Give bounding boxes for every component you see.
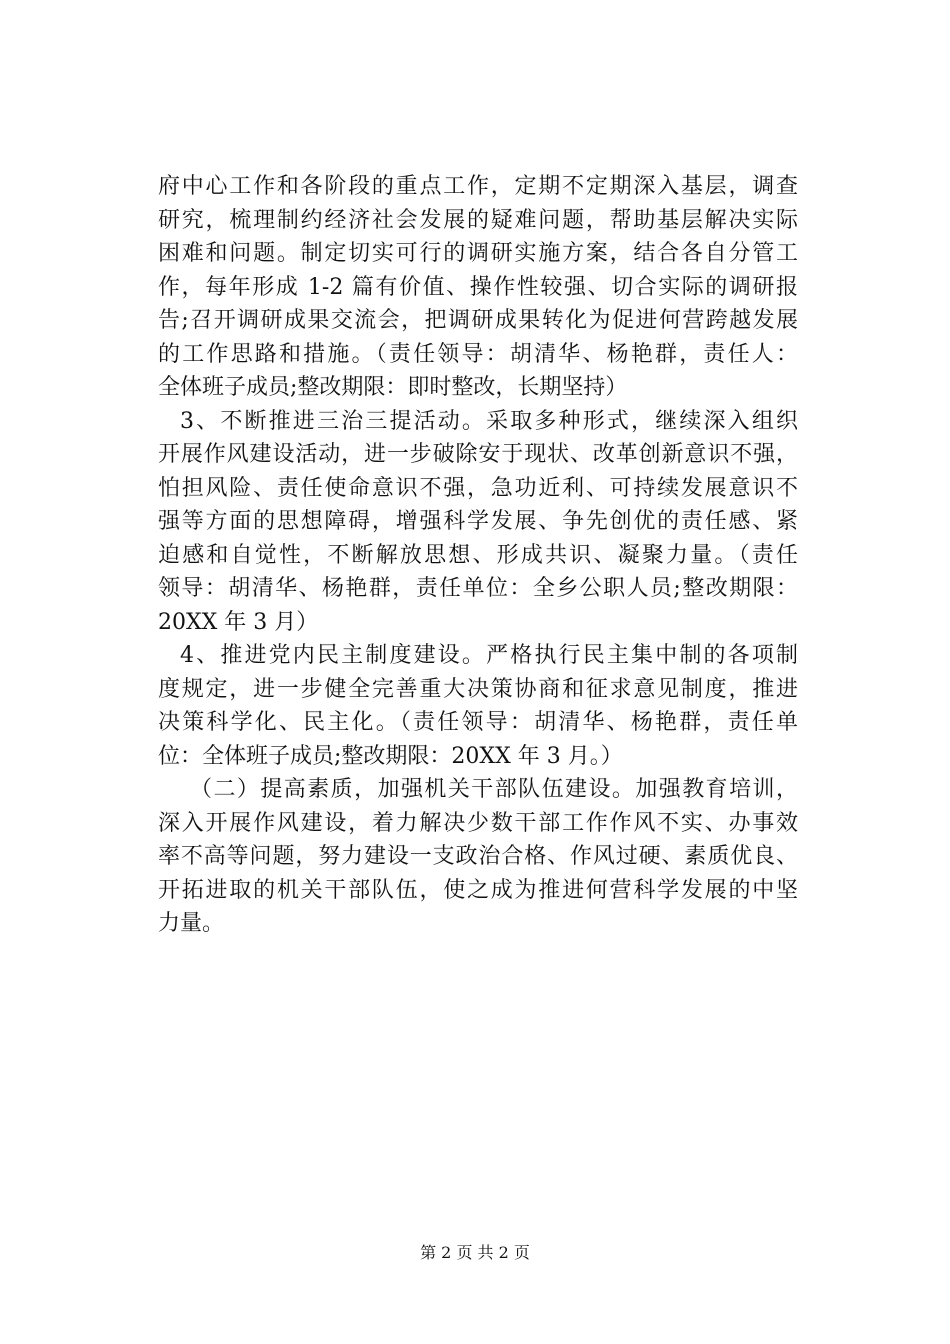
text-line: 20XX 年 3 月） [158, 609, 319, 635]
text-line: 全体班子成员;整改期限：即时整改，长期坚持） [158, 375, 628, 400]
text-line: 怕担风险、责任使命意识不强，急功近利、可持续发展意识不 [158, 475, 798, 501]
text-line: 力量。 [158, 911, 225, 936]
text-line: 率不高等问题，努力建设一支政治合格、作风过硬、素质优良、 [158, 844, 798, 869]
text-line: 开展作风建设活动，进一步破除安于现状、改革创新意识不强， [158, 442, 798, 467]
text-line: （二）提高素质，加强机关干部队伍建设。加强教育培训， [190, 777, 798, 802]
text-line: 困难和问题。制定切实可行的调研实施方案，结合各自分管工 [158, 241, 798, 266]
text-line: 3、不断推进三治三提活动。采取多种形式，继续深入组织 [180, 408, 798, 434]
text-line: 作，每年形成 1-2 篇有价值、操作性较强、切合实际的调研报 [158, 274, 798, 300]
text-line: 告;召开调研成果交流会，把调研成果转化为促进何营跨越发展 [158, 308, 798, 333]
text-line: 迫感和自觉性，不断解放思想、形成共识、凝聚力量。（责任 [158, 542, 798, 568]
text-line: 4、推进党内民主制度建设。严格执行民主集中制的各项制 [180, 643, 798, 668]
document-body [158, 170, 798, 941]
text-line: 位：全体班子成员;整改期限：20XX 年 3 月。） [158, 743, 623, 769]
text-line: 府中心工作和各阶段的重点工作，定期不定期深入基层，调查 [158, 174, 798, 199]
page-number-footer: 第 2 页 共 2 页 [420, 1243, 530, 1262]
text-line: 开拓进取的机关干部队伍，使之成为推进何营科学发展的中坚 [158, 877, 798, 903]
text-line: 深入开展作风建设，着力解决少数干部工作作风不实、办事效 [158, 810, 798, 836]
text-line: 决策科学化、民主化。（责任领导：胡清华、杨艳群，责任单 [158, 710, 798, 735]
text-line: 强等方面的思想障碍，增强科学发展、争先创优的责任感、紧 [158, 509, 798, 534]
text-line: 领导：胡清华、杨艳群，责任单位：全乡公职人员;整改期限： [158, 576, 798, 601]
text-line: 的工作思路和措施。（责任领导：胡清华、杨艳群，责任人： [158, 341, 798, 367]
text-line: 度规定，进一步健全完善重大决策协商和征求意见制度，推进 [158, 676, 798, 702]
text-line: 研究，梳理制约经济社会发展的疑难问题，帮助基层解决实际 [158, 207, 798, 233]
